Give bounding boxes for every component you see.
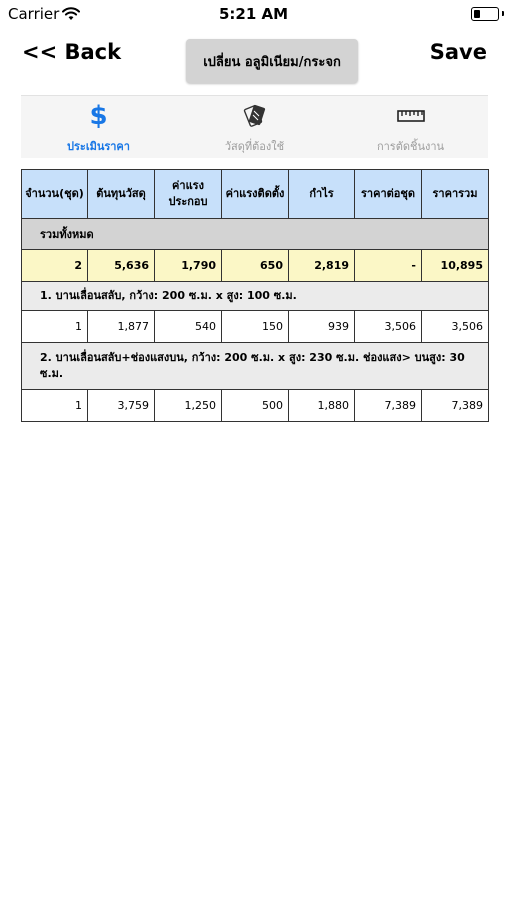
table-row [22,311,489,343]
row-total-price: 3,506 [422,311,489,343]
row-material-cost: 3,759 [88,390,155,422]
tab-cutting[interactable] [333,96,488,158]
battery-nub [502,11,504,16]
status-bar [0,0,507,28]
ruler-icon [333,102,488,130]
status-time: 5:21 AM [218,5,289,23]
row-profit: 939 [289,311,355,343]
dollar-icon: $ [89,101,108,131]
header-total-price: ราคารวม [422,170,489,219]
summary-label-row [22,219,489,250]
header-installation-labor: ค่าแรงติดตั้ง [222,170,289,219]
header-price-per-set: ราคาต่อชุด [355,170,422,219]
battery-icon [471,7,499,21]
price-estimate-table [21,169,489,422]
section-title: 2. บานเลื่อนสลับ+ช่องแสงบน, กว้าง: 200 ซ.ม. x สูง: 230 ซ.ม. ช่องแสง> บนสูง: 30 ซ.ม. [22,343,489,390]
table-row [22,390,489,422]
row-total-price: 7,389 [422,390,489,422]
section-title-row [22,282,489,311]
save-button[interactable]: Save [429,40,487,64]
header-quantity: จำนวน(ชุด) [22,170,88,219]
summary-price-per-set: - [355,250,422,282]
summary-total-price: 10,895 [422,250,489,282]
row-assembly-labor: 540 [155,311,222,343]
tab-materials[interactable] [177,96,332,158]
summary-quantity: 2 [22,250,88,282]
section-title: 1. บานเลื่อนสลับ, กว้าง: 200 ซ.ม. x สูง: 100 ซ.ม. [22,282,489,311]
summary-assembly-labor: 1,790 [155,250,222,282]
battery-level [474,10,480,18]
row-profit: 1,880 [289,390,355,422]
section-title-row [22,343,489,390]
summary-label: รวมทั้งหมด [22,219,489,250]
change-material-button[interactable] [186,39,358,83]
header-assembly-labor: ค่าแรง ประกอบ [155,170,222,219]
summary-row [22,250,489,282]
row-price-per-set: 7,389 [355,390,422,422]
change-material-label: เปลี่ยน อลูมิเนียม/กระจก [203,54,341,70]
header-profit: กำไร [289,170,355,219]
back-button[interactable]: << Back [22,40,122,64]
row-installation-labor: 500 [222,390,289,422]
row-assembly-labor: 1,250 [155,390,222,422]
carrier-label: Carrier [8,5,60,23]
tab-bar [21,95,488,158]
tab-price-estimate[interactable] [21,96,176,158]
summary-material-cost: 5,636 [88,250,155,282]
tab-cutting-label: การตัดชิ้นงาน [376,140,445,153]
row-price-per-set: 3,506 [355,311,422,343]
tab-price-estimate-label: ประเมินราคา [67,140,130,153]
summary-profit: 2,819 [289,250,355,282]
row-material-cost: 1,877 [88,311,155,343]
row-installation-labor: 150 [222,311,289,343]
material-card-icon [177,102,332,130]
row-quantity: 1 [22,390,88,422]
row-quantity: 1 [22,311,88,343]
summary-installation-labor: 650 [222,250,289,282]
table-header-row [22,170,489,219]
header-material-cost: ต้นทุนวัสดุ [88,170,155,219]
tab-materials-label: วัสดุที่ต้องใช้ [224,140,285,153]
